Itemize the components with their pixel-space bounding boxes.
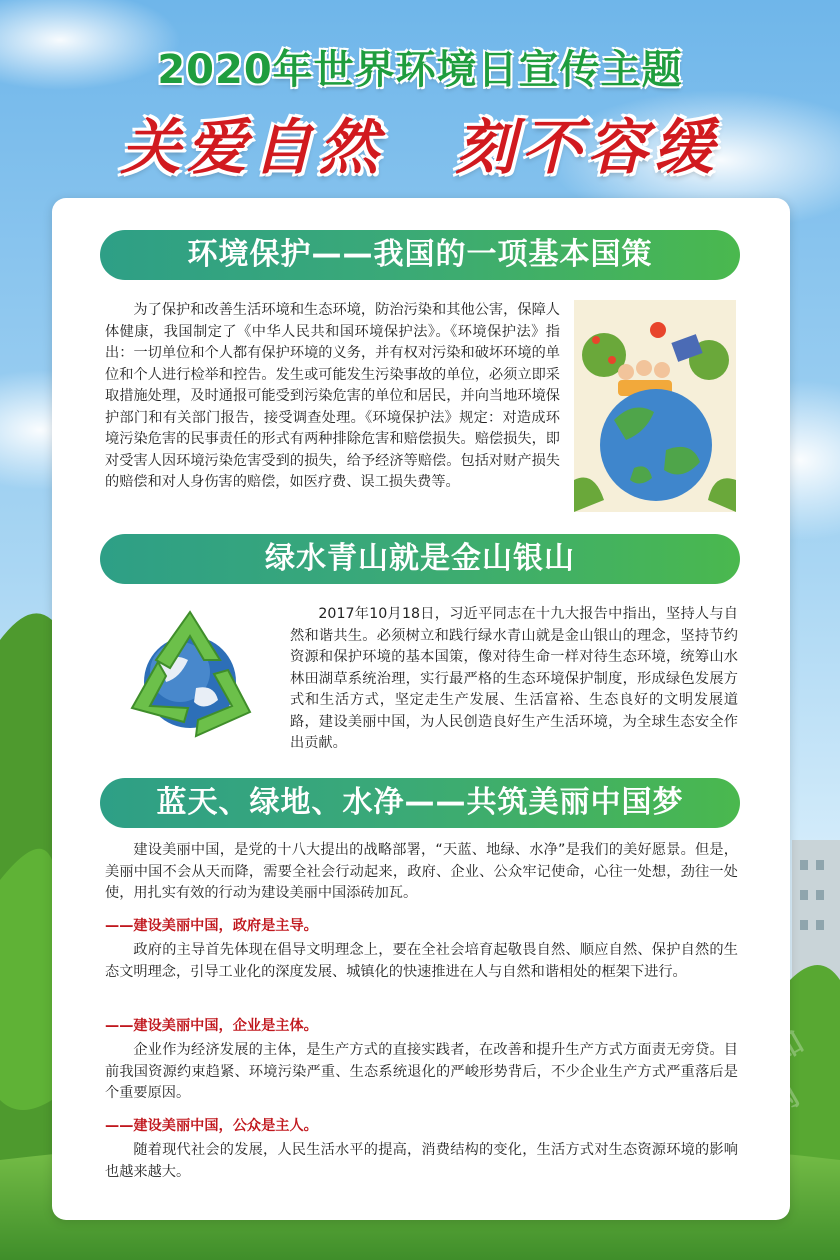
point-3-text: 随着现代社会的发展，人民生活水平的提高，消费结构的变化，生活方式对生态资源环境的影响也越来越大。: [105, 1142, 738, 1180]
point-1-lead: ——建设美丽中国，政府是主导。: [105, 918, 318, 934]
watermark: 觅知网: [739, 1024, 810, 1124]
section-3-heading: 蓝天、绿地、水净——共筑美丽中国梦: [100, 778, 740, 828]
point-3-lead: ——建设美丽中国，公众是主人。: [105, 1118, 318, 1134]
point-2-lead: ——建设美丽中国，企业是主体。: [105, 1018, 318, 1034]
section-1-heading: 环境保护——我国的一项基本国策: [100, 230, 740, 280]
point-2-text: 企业作为经济发展的主体，是生产方式的直接实践者，在改善和提升生产方式方面责无旁贷。目前我国资源约束趋紧、环境污染严重、生态系统退化的严峻形势背后，不少企业生产方式严重落后是个重要原因。: [105, 1042, 738, 1101]
main-title: 2020年世界环境日宣传主题: [157, 47, 683, 93]
earth-children-illustration: [574, 300, 736, 512]
point-1-text: 政府的主导首先体现在倡导文明理念上，要在全社会培育起敬畏自然、顺应自然、保护自然的生态文明理念，引导工业化的深度发展、城镇化的快速推进在人与自然和谐相处的框架下进行。: [105, 942, 738, 980]
section-2-heading: 绿水青山就是金山银山: [100, 534, 740, 584]
section-3-intro: 建设美丽中国，是党的十八大提出的战略部署，“天蓝、地绿、水净”是我们的美好愿景。但是，美丽中国不会从天而降，需要全社会行动起来，政府、企业、公众牢记使命，心往一处想，劲往一处使，用扎实有效的行动为建设美丽中国添砖加瓦。: [105, 842, 738, 901]
slogan: [0, 100, 840, 186]
recycle-globe-icon: [110, 604, 270, 750]
slogan-left: 关爱自然: [120, 113, 385, 183]
slogan-right: 刻不容缓: [455, 113, 720, 183]
section-1-paragraph: 为了保护和改善生活环境和生态环境，防治污染和其他公害，保障人体健康，我国制定了《中华人民共和国环境保护法》。《环境保护法》指出：一切单位和个人都有保护环境的义务，并有权对污染和破坏环境的单位和个人进行检举和控告。发生或可能发生污染事故的单位，必须立即采取措施处理，及时通报可能受到污染危害的单位和居民，并向当地环境保护部门和有关部门报告，接受调查处理。《环境保护法》规定：对造成环境污染危害的民事责任的形式有两种排除危害和赔偿损失。赔偿损失，即对受害人因环境污染危害受到的损失，给予经济等赔偿。包括对财产损失的赔偿和对人身伤害的赔偿，如医疗费、误工损失费等。: [105, 302, 560, 490]
section-2-paragraph: 2017年10月18日，习近平同志在十九大报告中指出，坚持人与自然和谐共生。必须树立和践行绿水青山就是金山银山的理念，坚持节约资源和保护环境的基本国策，像对待生命一样对待生态环境，统筹山水林田湖草系统治理，实行最严格的生态环境保护制度，形成绿色发展方式和生活方式，坚定走生产发展、生活富裕、生态良好的文明发展道路，建设美丽中国，为人民创造良好生产生活环境，为全球生态安全作出贡献。: [290, 606, 738, 751]
